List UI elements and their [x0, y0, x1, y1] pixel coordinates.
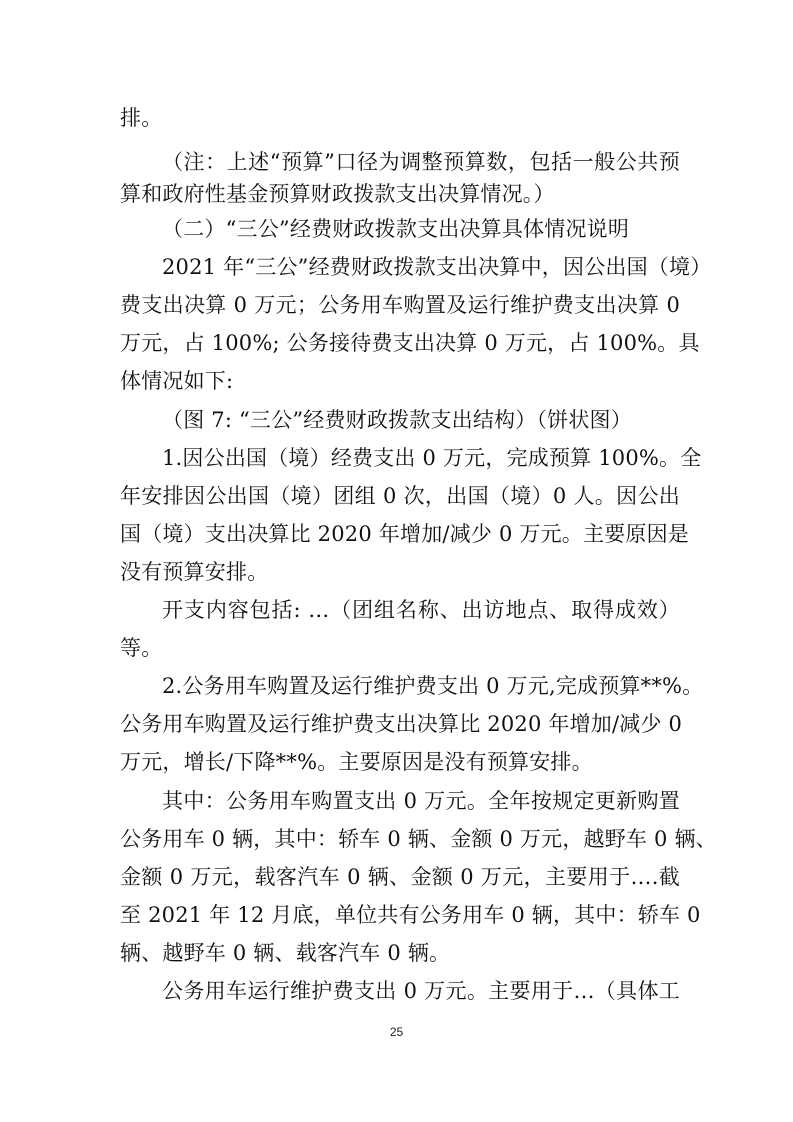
text-line-6: 费支出决算 0 万元；公务用车购置及运行维护费支出决算 0 — [120, 293, 680, 317]
text-line-16: 2.公务用车购置及运行维护费支出 0 万元,完成预算**%。 — [162, 674, 704, 698]
text-line-23: 辆、越野车 0 辆、载客汽车 0 辆。 — [120, 941, 451, 965]
text-line-13: 没有预算安排。 — [120, 560, 269, 584]
text-line-14: 开支内容包括: …（团组名称、出访地点、取得成效） — [162, 598, 680, 622]
text-line-12: 国（境）支出决算比 2020 年增加/减少 0 万元。主要原因是 — [120, 522, 689, 546]
text-line-7: 万元，占 100%; 公务接待费支出决算 0 万元，占 100%。具 — [120, 331, 700, 355]
text-line-22: 至 2021 年 12 月底，单位共有公务用车 0 辆，其中：轿车 0 — [120, 903, 701, 927]
text-line-5: 2021 年“三公”经费财政拨款支出决算中，因公出国（境） — [162, 255, 712, 279]
text-line-18: 万元，增长/下降**%。主要原因是没有预算安排。 — [120, 750, 593, 774]
text-line-21: 金额 0 万元，载客汽车 0 辆、金额 0 万元，主要用于….截 — [120, 865, 680, 889]
text-line-19: 其中：公务用车购置支出 0 万元。全年按规定更新购置 — [162, 789, 680, 813]
page-number: 25 — [389, 1025, 404, 1039]
text-line-10: 1.因公出国（境）经费支出 0 万元，完成预算 100%。全 — [162, 446, 702, 470]
text-line-24: 公务用车运行维护费支出 0 万元。主要用于…（具体工 — [162, 979, 680, 1003]
figure-caption: （图 7: “三公”经费财政拨款支出结构）（饼状图） — [162, 408, 632, 432]
text-line-1: 排。 — [120, 106, 163, 130]
text-line-17: 公务用车购置及运行维护费支出决算比 2020 年增加/减少 0 — [120, 712, 683, 736]
text-line-11: 年安排因公出国（境）团组 0 次，出国（境）0 人。因公出 — [120, 484, 680, 508]
section-heading: （二）“三公”经费财政拨款支出决算具体情况说明 — [162, 217, 630, 241]
text-line-3: 算和政府性基金预算财政拨款支出决算情况。） — [120, 182, 555, 206]
text-line-20: 公务用车 0 辆，其中：轿车 0 辆、金额 0 万元，越野车 0 辆、 — [120, 827, 717, 851]
text-line-2: （注：上述“预算”口径为调整预算数，包括一般公共预 — [162, 150, 680, 174]
text-line-8: 体情况如下: — [120, 369, 234, 393]
text-line-15: 等。 — [120, 636, 163, 660]
